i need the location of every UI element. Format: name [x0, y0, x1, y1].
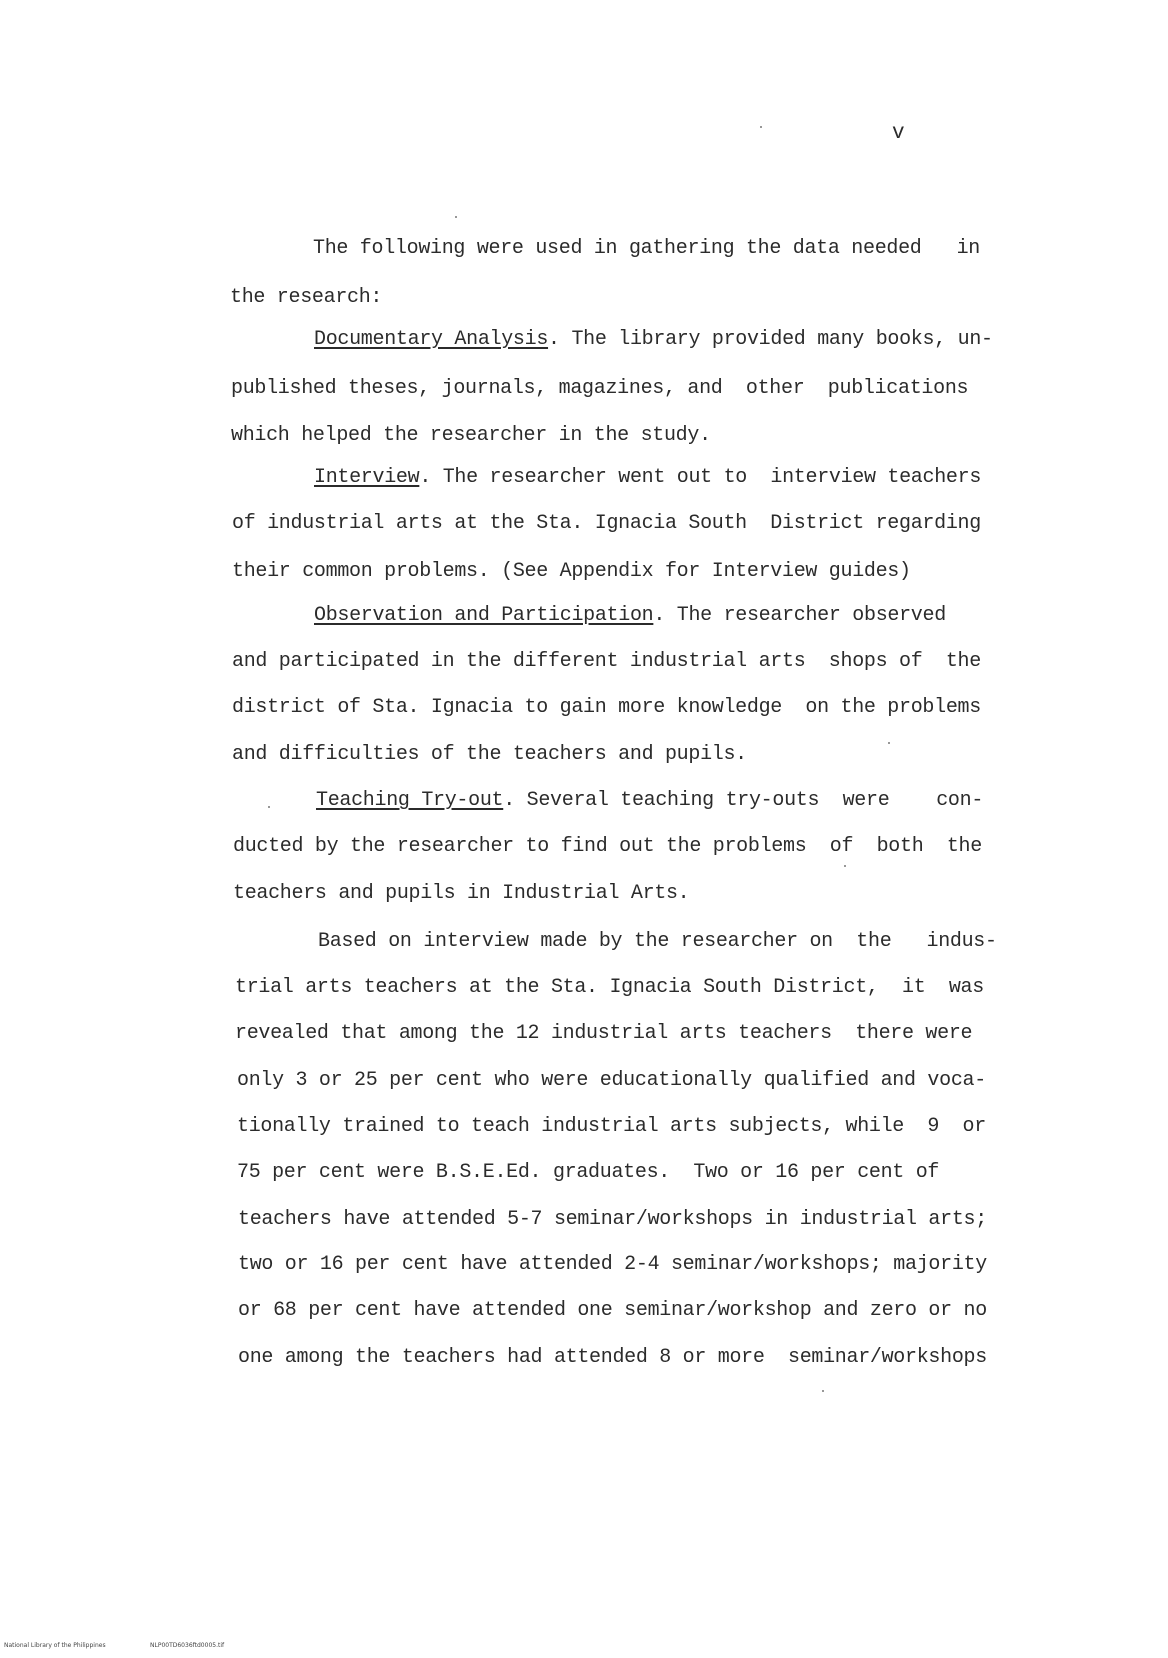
text-line: Based on interview made by the researcher on the indus- — [318, 930, 997, 953]
scan-speck — [844, 865, 846, 867]
text-line: The following were used in gathering the data needed in — [313, 237, 981, 260]
text-line: one among the teachers had attended 8 or more seminar/workshops — [238, 1346, 987, 1369]
scan-speck — [455, 216, 457, 218]
scan-speck — [760, 126, 762, 128]
text-line: only 3 or 25 per cent who were educationally qualified and voca- — [237, 1069, 986, 1092]
scan-speck — [268, 806, 270, 808]
section-heading: Interview — [314, 466, 420, 489]
text-line: district of Sta. Ignacia to gain more knowledge on the problems — [232, 696, 981, 719]
text-line: Teaching Try-out. Several teaching try-outs were con- — [316, 789, 984, 812]
scan-speck — [888, 742, 890, 744]
text-line: teachers have attended 5-7 seminar/workshops in industrial arts; — [238, 1208, 987, 1231]
text-line: of industrial arts at the Sta. Ignacia South District regarding — [232, 512, 981, 535]
section-heading: Documentary Analysis — [314, 328, 549, 351]
text-line: Observation and Participation. The researcher observed — [314, 604, 946, 627]
text-line: Documentary Analysis. The library provided many books, un- — [314, 328, 993, 351]
section-heading: Teaching Try-out — [316, 789, 504, 812]
text-line: revealed that among the 12 industrial arts teachers there were — [235, 1022, 973, 1045]
text-line: and difficulties of the teachers and pupils. — [232, 743, 747, 766]
text-line: the research: — [230, 286, 383, 309]
text-line: 75 per cent were B.S.E.Ed. graduates. Two or 16 per cent of — [237, 1161, 940, 1184]
text-line: tionally trained to teach industrial arts subjects, while 9 or — [237, 1115, 986, 1138]
footer-file-name: NLP00TD6036ftd0005.tif — [150, 1642, 225, 1649]
text-line: their common problems. (See Appendix for Interview guides) — [232, 560, 911, 583]
section-heading: Observation and Participation — [314, 604, 654, 627]
text-line: trial arts teachers at the Sta. Ignacia South District, it was — [235, 976, 984, 999]
text-line: which helped the researcher in the study. — [231, 424, 711, 447]
text-line: teachers and pupils in Industrial Arts. — [233, 882, 690, 905]
page-number: v — [892, 122, 905, 145]
scan-speck — [822, 1390, 824, 1392]
text-line: or 68 per cent have attended one seminar/workshop and zero or no — [238, 1299, 987, 1322]
text-line: two or 16 per cent have attended 2-4 seminar/workshops; majority — [238, 1253, 987, 1276]
text-line: published theses, journals, magazines, and other publications — [231, 377, 969, 400]
footer-library-credit: National Library of the Philippines — [4, 1642, 106, 1649]
text-line: ducted by the researcher to find out the problems of both the — [233, 835, 982, 858]
text-line: and participated in the different industrial arts shops of the — [232, 650, 981, 673]
text-line: Interview. The researcher went out to interview teachers — [314, 466, 982, 489]
